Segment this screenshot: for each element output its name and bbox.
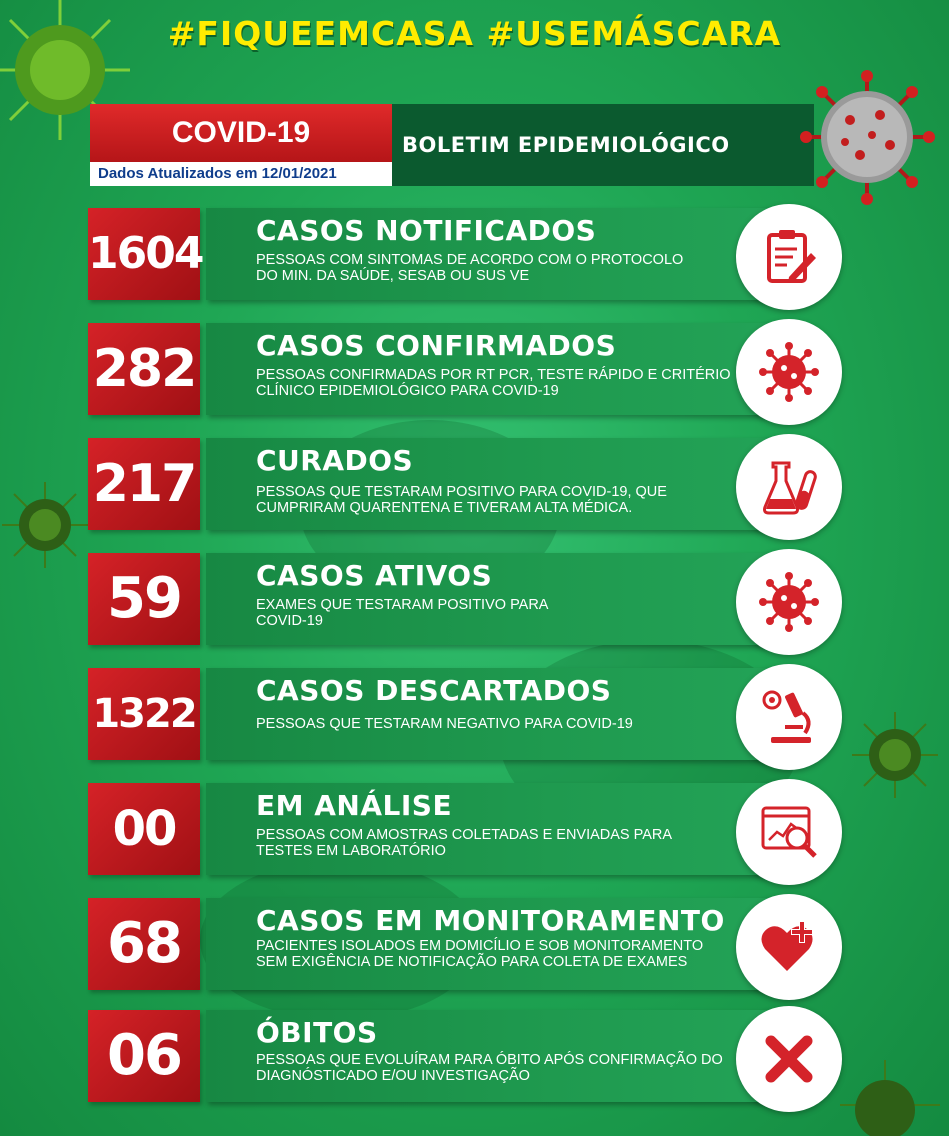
- green-virus-decoration-icon: [0, 480, 90, 570]
- clipboard-icon: [759, 227, 819, 287]
- stat-title: EM ANÁLISE: [256, 789, 453, 822]
- stat-title: CASOS ATIVOS: [256, 559, 493, 592]
- stat-row-discarded: [88, 668, 848, 760]
- heart-plus-icon: [759, 917, 819, 977]
- bulletin-title: BOLETIM EPIDEMIOLÓGICO: [392, 104, 814, 186]
- stat-description: PESSOAS QUE TESTARAM NEGATIVO PARA COVID-19: [256, 716, 633, 732]
- stat-value: 00: [88, 783, 200, 875]
- stat-value: 1322: [88, 668, 200, 760]
- virus-icon: [759, 572, 819, 632]
- green-virus-decoration-icon: [850, 710, 940, 800]
- stat-value: 1604: [88, 208, 200, 300]
- stat-value: 282: [88, 323, 200, 415]
- stat-title: CASOS NOTIFICADOS: [256, 214, 597, 247]
- stat-value: 217: [88, 438, 200, 530]
- stat-row-active: [88, 553, 848, 645]
- stat-row-notified: [88, 208, 848, 300]
- stat-value: 59: [88, 553, 200, 645]
- red-virus-decoration-icon: [800, 70, 935, 205]
- stat-icon-circle: [736, 779, 842, 885]
- stat-icon-circle: [736, 319, 842, 425]
- stat-value: 06: [88, 1010, 200, 1102]
- hashtag-banner: #FIQUEEMCASA #USEMÁSCARA: [167, 14, 782, 53]
- stat-value: 68: [88, 898, 200, 990]
- stat-title: CASOS DESCARTADOS: [256, 674, 612, 707]
- stat-row-confirmed: [88, 323, 848, 415]
- stat-description: EXAMES QUE TESTARAM POSITIVO PARA COVID-19: [256, 597, 548, 629]
- stat-description: PESSOAS QUE EVOLUÍRAM PARA ÓBITO APÓS CONFIRMAÇÃO DO DIAGNÓSTICADO E/OU INVESTIGAÇÃO: [256, 1052, 723, 1084]
- stat-description: PESSOAS COM SINTOMAS DE ACORDO COM O PROTOCOLO DO MIN. DA SAÚDE, SESAB OU SUS VE: [256, 252, 684, 284]
- virus-icon: [759, 342, 819, 402]
- stat-title: CASOS CONFIRMADOS: [256, 329, 617, 362]
- stat-icon-circle: [736, 434, 842, 540]
- stat-icon-circle: [736, 894, 842, 1000]
- stat-icon-circle: [736, 549, 842, 655]
- microscope-icon: [759, 687, 819, 747]
- flask-icon: [759, 457, 819, 517]
- stat-icon-circle: [736, 664, 842, 770]
- stat-row-deaths: [88, 1010, 848, 1102]
- stat-title: CASOS EM MONITORAMENTO: [256, 904, 725, 937]
- stat-row-cured: [88, 438, 848, 530]
- stat-description: PESSOAS CONFIRMADAS POR RT PCR, TESTE RÁPIDO E CRITÉRIO CLÍNICO EPIDEMIOLÓGICO PARA COVID-19: [256, 367, 731, 399]
- stat-row-in-analysis: [88, 783, 848, 875]
- stat-description: PESSOAS COM AMOSTRAS COLETADAS E ENVIADAS PARA TESTES EM LABORATÓRIO: [256, 827, 672, 859]
- stat-title: ÓBITOS: [256, 1016, 378, 1049]
- stat-description: PACIENTES ISOLADOS EM DOMICÍLIO E SOB MONITORAMENTO SEM EXIGÊNCIA DE NOTIFICAÇÃO PARA COLETA DE EXAMES: [256, 938, 704, 970]
- stat-row-monitoring: [88, 898, 848, 990]
- stat-icon-circle: [736, 1006, 842, 1112]
- stat-title: CURADOS: [256, 444, 414, 477]
- stat-description: PESSOAS QUE TESTARAM POSITIVO PARA COVID-19, QUE CUMPRIRAM QUARENTENA E TIVERAM ALTA MÉDICA.: [256, 484, 667, 516]
- covid-title: COVID-19: [90, 104, 392, 162]
- stat-icon-circle: [736, 204, 842, 310]
- updated-date-label: Dados Atualizados em 12/01/2021: [90, 162, 392, 186]
- x-mark-icon: [759, 1029, 819, 1089]
- analysis-icon: [759, 802, 819, 862]
